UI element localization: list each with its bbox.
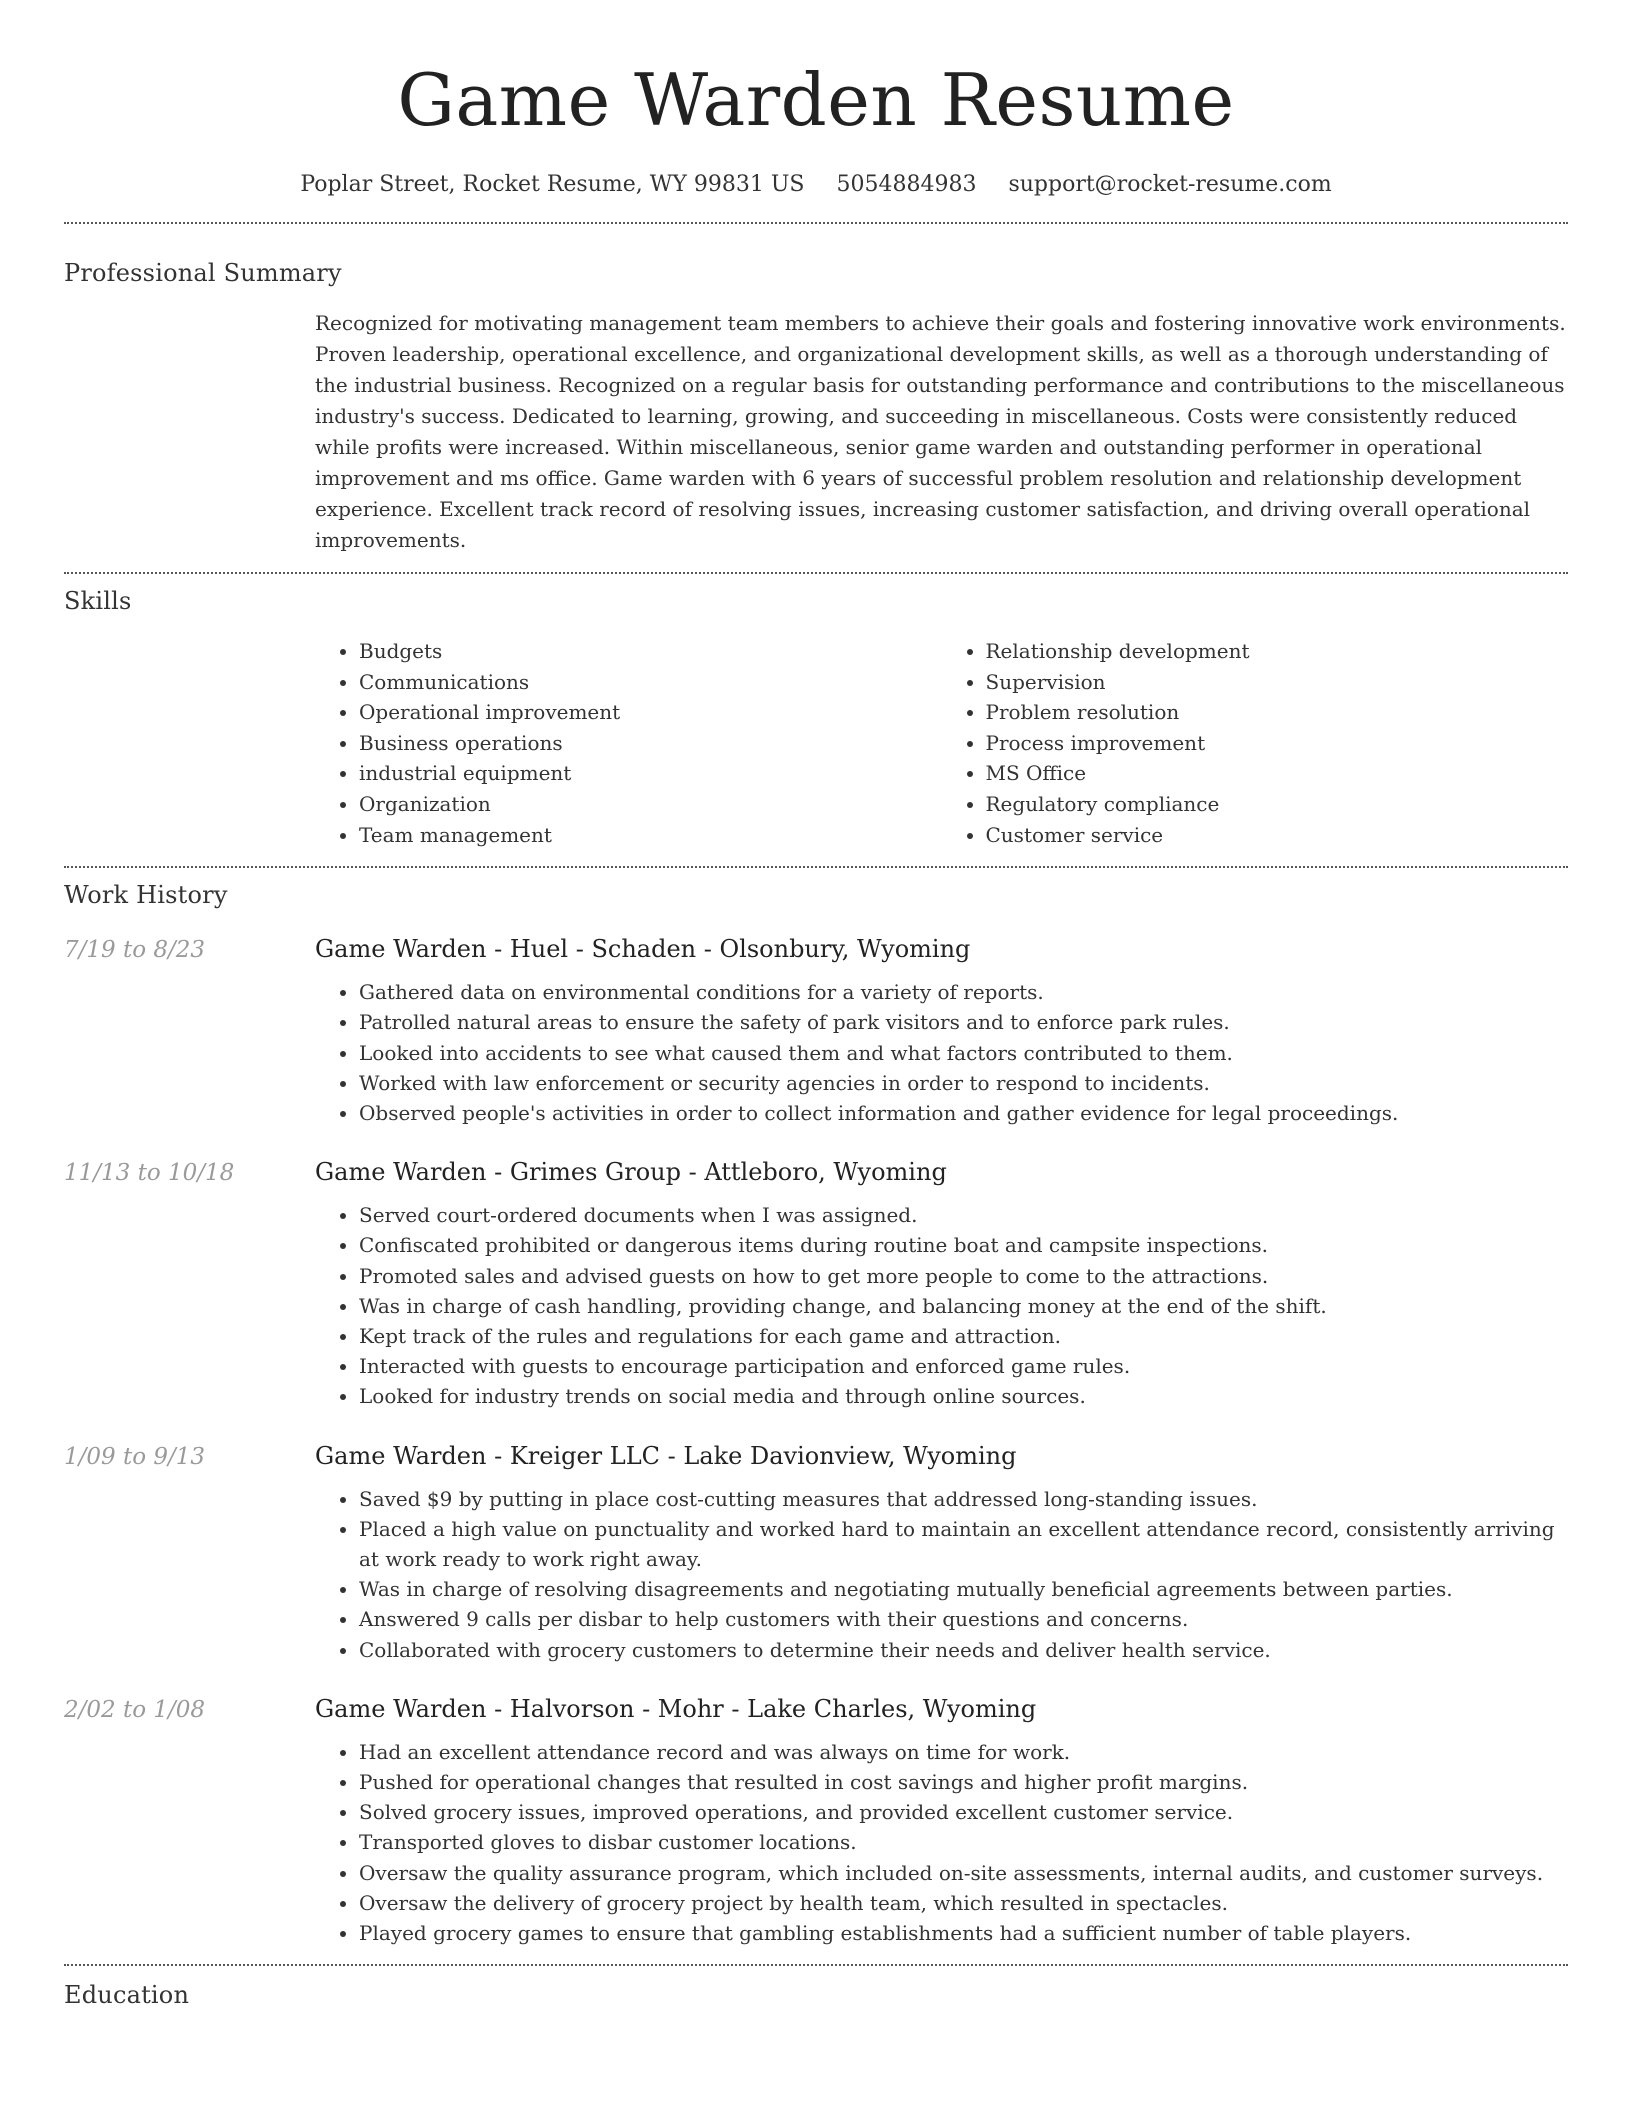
skill-item: • Communications bbox=[359, 667, 942, 698]
job-dates: 2/02 to 1/08 bbox=[64, 1696, 206, 1723]
job-bullet: • Served court-ordered documents when I was assigned. bbox=[359, 1200, 1568, 1230]
skills-columns bbox=[315, 636, 1568, 866]
contact-email: support@rocket-resume.com bbox=[1008, 172, 1332, 197]
skill-item: • MS Office bbox=[986, 758, 1569, 789]
job-header bbox=[64, 932, 1568, 967]
job-bullet: • Worked with law enforcement or security agencies in order to respond to incidents. bbox=[359, 1068, 1568, 1098]
skills-heading: Skills bbox=[64, 587, 132, 615]
job-entry bbox=[64, 1155, 1568, 1411]
job-bullet: • Placed a high value on punctuality and worked hard to maintain an excellent attendance record, consistently arriving at work ready to work right away. bbox=[359, 1514, 1568, 1574]
job-header bbox=[64, 1155, 1568, 1190]
skill-item: • Team management bbox=[359, 820, 942, 851]
job-bullet: • Looked for industry trends on social media and through online sources. bbox=[359, 1381, 1568, 1411]
summary-text: Recognized for motivating management team members to achieve their goals and fostering innovative work environments. Proven leadership, operational excellence, and organizational development skills, as well as a thorough understanding of the industrial business. Recognized on a regular basis for outstanding performance and contributions to the miscellaneous industry's success. Dedicated to learning, growing, and succeeding in miscellaneous. Costs were consistently reduced while profits were increased. Within miscellaneous, senior game warden and outstanding performer in operational improvement and ms office. Game warden with 6 years of successful problem resolution and relationship development experience. Excellent track record of resolving issues, increasing customer satisfaction, and driving overall operational improvements. bbox=[315, 311, 1566, 552]
job-title: Game Warden - Halvorson - Mohr - Lake Charles, Wyoming bbox=[315, 1694, 1037, 1723]
contact-phone: 5054884983 bbox=[836, 172, 977, 197]
skill-item: • Process improvement bbox=[986, 728, 1569, 759]
job-header bbox=[64, 1439, 1568, 1474]
job-title: Game Warden - Huel - Schaden - Olsonbury, Wyoming bbox=[315, 935, 971, 964]
summary-body bbox=[315, 308, 1568, 572]
job-bullet: • Gathered data on environmental conditions for a variety of reports. bbox=[359, 977, 1568, 1007]
job-dates: 1/09 to 9/13 bbox=[64, 1443, 206, 1470]
resume-page bbox=[64, 0, 1568, 2012]
skills-list-right bbox=[942, 636, 1569, 850]
skills-section bbox=[64, 574, 1568, 866]
skill-item: • Budgets bbox=[359, 636, 942, 667]
job-bullet: • Confiscated prohibited or dangerous items during routine boat and campsite inspections. bbox=[359, 1230, 1568, 1260]
skill-item: • Supervision bbox=[986, 667, 1569, 698]
job-bullet: • Saved $9 by putting in place cost-cutting measures that addressed long-standing issues. bbox=[359, 1484, 1568, 1514]
job-entry bbox=[64, 932, 1568, 1128]
job-bullet: • Pushed for operational changes that resulted in cost savings and higher profit margins. bbox=[359, 1767, 1568, 1797]
skills-list-left bbox=[315, 636, 942, 850]
job-entry bbox=[64, 1692, 1568, 1948]
job-header bbox=[64, 1692, 1568, 1727]
contact-line bbox=[64, 168, 1568, 202]
job-bullet: • Observed people's activities in order to collect information and gather evidence for legal proceedings. bbox=[359, 1098, 1568, 1128]
education-section bbox=[64, 1966, 1568, 2012]
skill-item: • industrial equipment bbox=[359, 758, 942, 789]
job-title: Game Warden - Kreiger LLC - Lake Davionview, Wyoming bbox=[315, 1441, 1017, 1470]
skill-item: • Problem resolution bbox=[986, 697, 1569, 728]
job-list bbox=[64, 932, 1568, 1948]
job-bullets bbox=[315, 977, 1568, 1128]
job-bullet: • Was in charge of cash handling, providing change, and balancing money at the end of the shift. bbox=[359, 1291, 1568, 1321]
job-bullet: • Patrolled natural areas to ensure the safety of park visitors and to enforce park rules. bbox=[359, 1007, 1568, 1037]
job-bullet: • Kept track of the rules and regulations for each game and attraction. bbox=[359, 1321, 1568, 1351]
contact-address: Poplar Street, Rocket Resume, WY 99831 US bbox=[300, 172, 805, 197]
job-bullet: • Played grocery games to ensure that gambling establishments had a sufficient number of table players. bbox=[359, 1918, 1568, 1948]
job-bullet: • Solved grocery issues, improved operations, and provided excellent customer service. bbox=[359, 1797, 1568, 1827]
job-bullets bbox=[315, 1200, 1568, 1411]
work-heading: Work History bbox=[64, 881, 228, 910]
job-title: Game Warden - Grimes Group - Attleboro, Wyoming bbox=[315, 1158, 947, 1187]
job-bullet: • Transported gloves to disbar customer locations. bbox=[359, 1827, 1568, 1857]
summary-section bbox=[64, 224, 1568, 572]
skill-item: • Regulatory compliance bbox=[986, 789, 1569, 820]
work-section bbox=[64, 868, 1568, 1948]
job-bullet: • Looked into accidents to see what caused them and what factors contributed to them. bbox=[359, 1038, 1568, 1068]
job-bullets bbox=[315, 1737, 1568, 1948]
skill-item: • Business operations bbox=[359, 728, 942, 759]
job-bullet: • Collaborated with grocery customers to determine their needs and deliver health service. bbox=[359, 1635, 1568, 1665]
job-dates: 11/13 to 10/18 bbox=[64, 1160, 235, 1187]
job-entry bbox=[64, 1439, 1568, 1665]
job-bullet: • Was in charge of resolving disagreements and negotiating mutually beneficial agreements between parties. bbox=[359, 1574, 1568, 1604]
resume-title: Game Warden Resume bbox=[397, 58, 1235, 142]
job-bullet: • Oversaw the delivery of grocery project by health team, which resulted in spectacles. bbox=[359, 1888, 1568, 1918]
job-bullets bbox=[315, 1484, 1568, 1665]
skill-item: • Organization bbox=[359, 789, 942, 820]
skill-item: • Customer service bbox=[986, 820, 1569, 851]
skill-item: • Relationship development bbox=[986, 636, 1569, 667]
summary-heading: Professional Summary bbox=[64, 259, 342, 287]
job-bullet: • Promoted sales and advised guests on how to get more people to come to the attractions. bbox=[359, 1261, 1568, 1291]
job-bullet: • Interacted with guests to encourage participation and enforced game rules. bbox=[359, 1351, 1568, 1381]
job-bullet: • Answered 9 calls per disbar to help customers with their questions and concerns. bbox=[359, 1604, 1568, 1634]
skill-item: • Operational improvement bbox=[359, 697, 942, 728]
job-bullet: • Oversaw the quality assurance program, which included on-site assessments, internal audits, and customer surveys. bbox=[359, 1858, 1568, 1888]
job-dates: 7/19 to 8/23 bbox=[64, 937, 206, 964]
job-bullet: • Had an excellent attendance record and was always on time for work. bbox=[359, 1737, 1568, 1767]
education-heading: Education bbox=[64, 1981, 190, 2010]
